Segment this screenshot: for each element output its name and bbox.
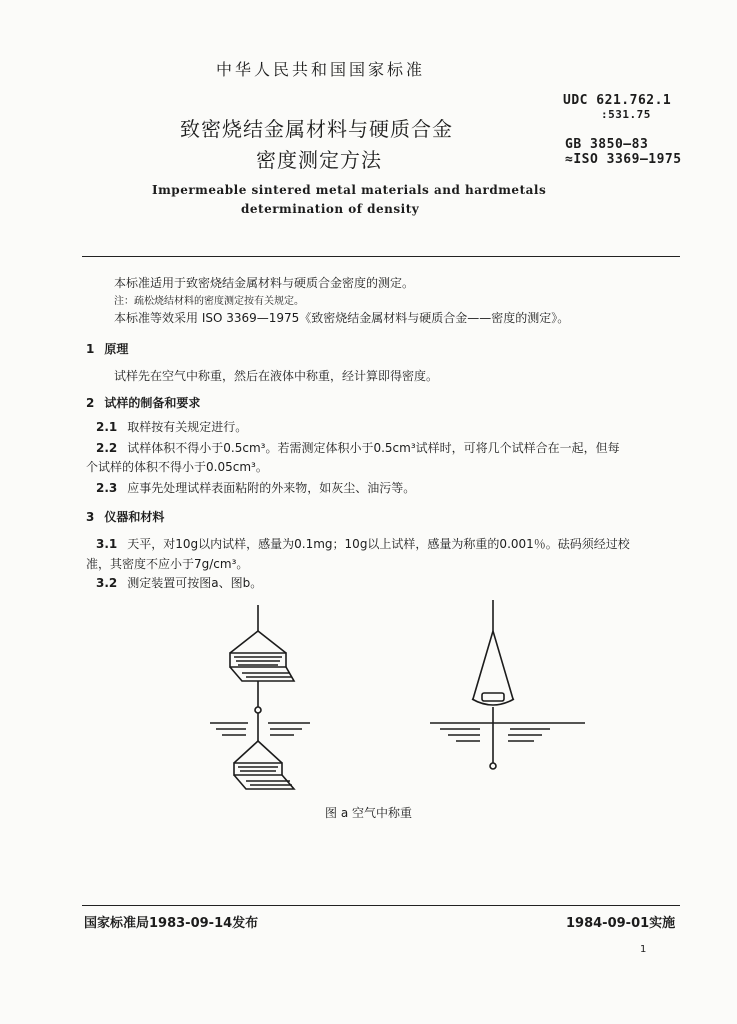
clause-3-1-cont: 准，其密度不应小于7g/cm³。	[86, 557, 249, 571]
section-title: 原理	[104, 342, 129, 356]
clause-number: 3.1	[96, 537, 118, 551]
clause-2-3	[96, 479, 415, 496]
section-number: 2	[86, 396, 95, 410]
clause-2-2	[96, 439, 620, 456]
figure-caption: 图 a 空气中称重	[325, 806, 412, 820]
iso-code: ≈ISO 3369—1975	[565, 152, 682, 167]
page-number: 1	[640, 944, 647, 955]
standard-org: 中华人民共和国国家标准	[216, 60, 426, 79]
udc-code-sub: :531.75	[601, 108, 651, 121]
udc-code: UDC 621.762.1	[563, 93, 672, 108]
clause-2-2-cont: 个试样的体积不得小于0.05cm³。	[86, 460, 268, 474]
section-title: 仪器和材料	[104, 510, 165, 524]
scope-text: 本标准适用于致密烧结金属材料与硬质合金密度的测定。	[114, 276, 415, 290]
pan-apparatus	[430, 600, 585, 769]
title-line2: 密度测定方法	[256, 148, 382, 172]
section-title: 试样的制备和要求	[104, 396, 201, 410]
clause-3-2	[96, 574, 262, 591]
issue-date: 国家标准局1983-09-14发布	[84, 916, 259, 931]
clause-text: 应事先处理试样表面粘附的外来物，如灰尘、油污等。	[127, 481, 416, 495]
section-number: 3	[86, 510, 95, 524]
clause-text: 取样按有关规定进行。	[127, 420, 248, 434]
footer-rule	[82, 905, 680, 906]
clause-text: 测定装置可按图a、图b。	[127, 576, 263, 590]
equivalence-text: 本标准等效采用 ISO 3369—1975《致密烧结金属材料与硬质合金——密度的测定》。	[114, 311, 570, 325]
clause-number: 2.1	[96, 420, 118, 434]
section-1-heading	[86, 340, 128, 357]
effective-date: 1984-09-01实施	[566, 916, 676, 931]
clause-3-1	[96, 535, 630, 552]
clause-text: 天平，对10g以内试样，感量为0.1mg；10g以上试样，感量为称重的0.001％。砝码须经过校	[127, 537, 630, 551]
clause-2-1	[96, 418, 247, 435]
clause-number: 3.2	[96, 576, 118, 590]
clause-text: 试样体积不得小于0.5cm³。若需测定体积小于0.5cm³试样时，可将几个试样合在一起，但每	[127, 441, 620, 455]
header-rule	[82, 256, 680, 257]
scope-note: 注：疏松烧结材料的密度测定按有关规定。	[114, 296, 304, 307]
gb-code: GB 3850—83	[565, 137, 649, 152]
basket-apparatus	[210, 605, 310, 789]
clause-number: 2.2	[96, 441, 118, 455]
english-title-line2: determination of density	[241, 202, 420, 216]
section-3-heading	[86, 508, 164, 525]
english-title-line1: Impermeable sintered metal materials and hardmetals	[152, 183, 547, 197]
section-number: 1	[86, 342, 95, 356]
clause-number: 2.3	[96, 481, 118, 495]
title-line1: 致密烧结金属材料与硬质合金	[180, 117, 453, 141]
section-2-heading	[86, 394, 200, 411]
section-1-text: 试样先在空气中称重，然后在液体中称重，经计算即得密度。	[114, 369, 439, 383]
apparatus-figure	[190, 595, 590, 805]
